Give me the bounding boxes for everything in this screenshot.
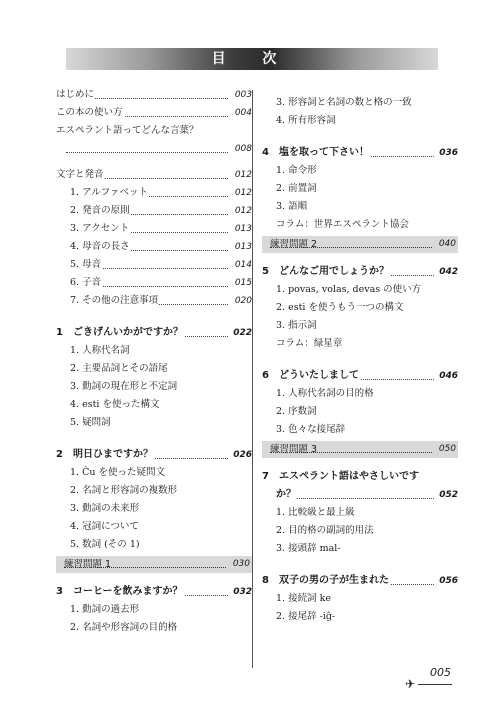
toc-subentry: 4. 所有形容詞 [276, 115, 336, 126]
toc-column-note: コラム：緑星章 [276, 338, 343, 349]
toc-chapter-7-continuation[interactable]: か？ 052 [262, 486, 458, 504]
toc-subentry: 1. 人称代名詞の目的格 [276, 388, 374, 399]
toc-chapter-7[interactable]: 7 エスペラント語はやさしいです [262, 471, 419, 482]
toc-subentry: 1. 接続詞 ke [276, 593, 331, 604]
toc-subentry: 3. 指示詞 [276, 320, 317, 331]
toc-subentry: 1. Ĉu を使った疑問文 [70, 467, 165, 478]
footer-rule [418, 684, 452, 685]
column-divider [252, 90, 253, 668]
toc-subentry: 3. 接頭辞 mal- [276, 543, 341, 554]
page-title: 目 次 [211, 51, 293, 67]
toc-subentry: 3. 形容詞と名詞の数と格の一致 [276, 97, 412, 108]
toc-subentry: 2. 主要品詞とその語尾 [70, 363, 168, 374]
toc-subentry: 2. 名詞や形容詞の目的格 [70, 622, 178, 633]
toc-subentry: 1. 命令形 [276, 165, 317, 176]
toc-exercise-2[interactable]: 練習問題 2 040 [262, 236, 458, 253]
toc-section-moji[interactable]: 文字と発音 012 [56, 166, 252, 184]
toc-subentry[interactable]: 5. 母音 014 [56, 256, 252, 274]
toc-subentry[interactable]: 2. 発音の原則 012 [56, 202, 252, 220]
toc-subentry: 1. 比較級と最上級 [276, 507, 355, 518]
toc-entry[interactable]: エスペラント語ってどんな言葉？ [56, 125, 199, 136]
toc-chapter-2[interactable]: 2 明日ひまですか？ 026 [56, 446, 252, 464]
toc-subentry[interactable]: 6. 子音 015 [56, 274, 252, 292]
toc-subentry: 2. 序数詞 [276, 406, 317, 417]
toc-subentry: 3. 色々な接尾辞 [276, 424, 346, 435]
toc-chapter-1[interactable]: 1 ごきげんいかがですか？ 022 [56, 324, 252, 342]
toc-chapter-5[interactable]: 5 どんなご用でしょうか？ 042 [262, 263, 458, 281]
toc-chapter-3[interactable]: 3 コーヒーを飲みますか？ 032 [56, 583, 252, 601]
toc-entry-continuation[interactable]: 008 [56, 140, 252, 158]
toc-subentry: 3. 動詞の現在形と不定詞 [70, 381, 178, 392]
toc-column-note: コラム：世界エスペラント協会 [276, 219, 409, 230]
title-banner [66, 48, 438, 70]
page-number: 005 [430, 666, 451, 679]
toc-left-column [56, 86, 252, 637]
toc-subentry: 2. 名詞と形容詞の複数形 [70, 485, 178, 496]
airplane-icon: ✈ [405, 677, 416, 691]
toc-exercise-1[interactable]: 練習問題 1 030 [56, 556, 252, 573]
toc-subentry[interactable]: 4. 母音の長さ 013 [56, 238, 252, 256]
toc-subentry: 4. 冠詞について [70, 521, 139, 532]
toc-entry[interactable]: この本の使い方 004 [56, 104, 252, 122]
toc-subentry: 1. 人称代名詞 [70, 345, 130, 356]
toc-exercise-3[interactable]: 練習問題 3 050 [262, 441, 458, 458]
toc-subentry[interactable]: 7. その他の注意事項 020 [56, 292, 252, 310]
toc-subentry: 2. 目的格の副詞的用法 [276, 525, 374, 536]
toc-subentry[interactable]: 3. アクセント 013 [56, 220, 252, 238]
toc-subentry: 1. povas, volas, devas の使い方 [276, 284, 422, 295]
toc-subentry: 4. esti を使った構文 [70, 399, 160, 410]
toc-subentry: 1. 動詞の過去形 [70, 604, 140, 615]
toc-subentry[interactable]: 1. アルファベット 012 [56, 184, 252, 202]
toc-subentry: 2. esti を使うもう一つの構文 [276, 302, 404, 313]
toc-subentry: 3. 動詞の未来形 [70, 503, 140, 514]
toc-entry[interactable]: はじめに 003 [56, 86, 252, 104]
toc-subentry: 2. 前置詞 [276, 183, 317, 194]
toc-subentry: 2. 接尾辞 -iĝ- [276, 611, 336, 622]
toc-subentry: 3. 語順 [276, 201, 308, 212]
toc-chapter-6[interactable]: 6 どういたしまして 046 [262, 367, 458, 385]
toc-chapter-8[interactable]: 8 双子の男の子が生まれた 056 [262, 572, 458, 590]
toc-subentry: 5. 疑問詞 [70, 417, 111, 428]
toc-right-column [262, 94, 458, 626]
toc-subentry: 5. 数詞 (その 1) [70, 539, 140, 550]
toc-chapter-4[interactable]: 4 塩を取って下さい！ 036 [262, 144, 458, 162]
